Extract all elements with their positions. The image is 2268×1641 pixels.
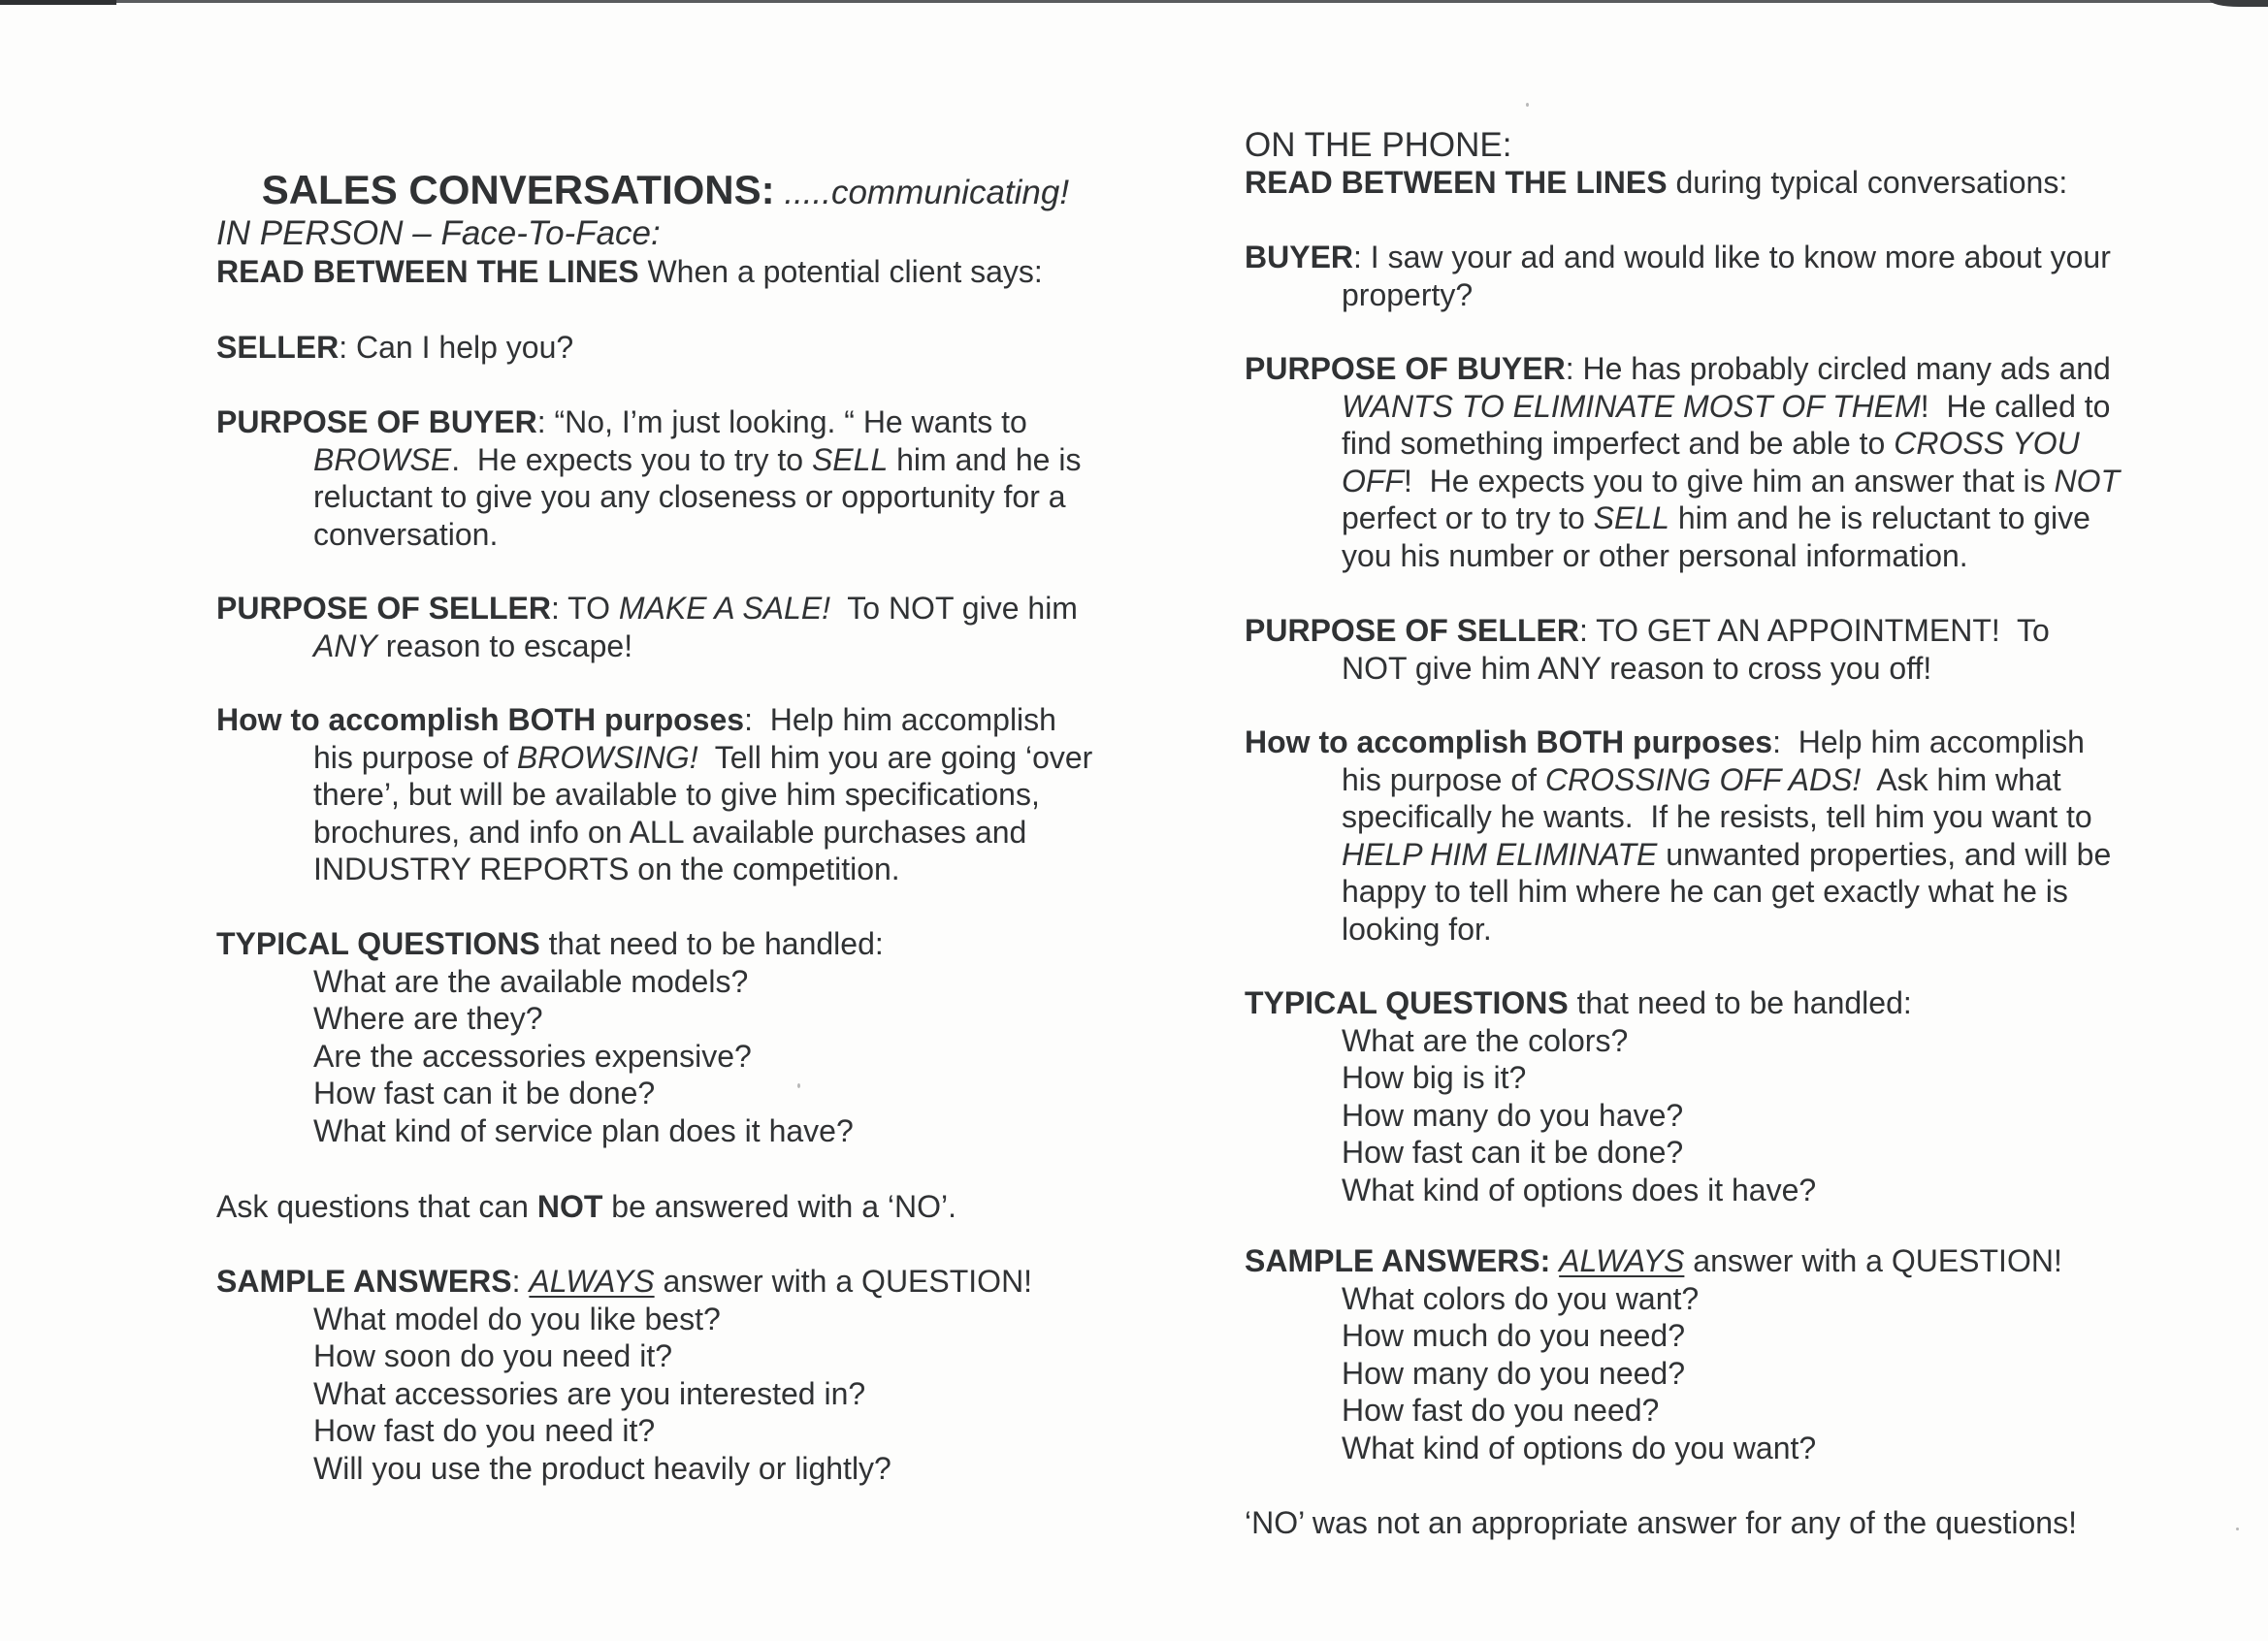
body-text: him and he is reluctant to give — [1669, 500, 2090, 535]
body-text: How many do you have? — [1342, 1097, 1684, 1133]
paragraph-line — [1342, 1172, 1816, 1208]
body-text: : “No, I’m just looking. “ He wants to — [536, 404, 1027, 439]
body-text: : TO GET AN APPOINTMENT! To — [1578, 613, 2050, 648]
paragraph-lead-line — [1245, 350, 2111, 387]
paragraph-line — [1342, 1097, 1683, 1134]
body-text: reluctant to give you any closeness or opportunity for a — [313, 479, 1066, 514]
body-text: find something imperfect and be able to — [1342, 426, 1895, 461]
paragraph-lead-line — [216, 701, 1056, 738]
body-text: What are the available models? — [313, 963, 749, 999]
emphasis-text: CROSSING OFF ADS! — [1544, 761, 1862, 797]
paragraph-lead-line — [216, 1263, 1032, 1300]
body-text: What kind of service plan does it have? — [313, 1112, 854, 1148]
emphasis-text: BROWSING! — [516, 739, 698, 775]
emphasis-text: MAKE A SALE! — [618, 591, 831, 626]
body-text: : — [511, 1264, 530, 1299]
paragraph-line — [313, 739, 1092, 776]
paragraph-line — [313, 1375, 865, 1412]
body-text: ! He expects you to give him an answer that is — [1403, 463, 2055, 499]
emphasis-text: ALWAYS — [529, 1264, 655, 1299]
body-text: brochures, and info on ALL available purchases and — [313, 814, 1027, 850]
paragraph-line — [1342, 276, 1473, 313]
body-text: : Can I help you? — [339, 330, 574, 365]
paragraph-lead-line — [216, 329, 573, 366]
bold-label: READ BETWEEN THE LINES — [1245, 165, 1668, 200]
body-text: What kind of options does it have? — [1342, 1172, 1817, 1207]
body-text: NOT give him ANY reason to cross you off! — [1342, 650, 1932, 686]
body-text: Tell him you are going ‘over — [697, 739, 1093, 775]
body-text: be answered with a ‘NO’. — [602, 1189, 957, 1224]
body-text: unwanted properties, and will be — [1657, 836, 2112, 872]
body-text: there’, but will be available to give him specifications, — [313, 777, 1040, 812]
body-text: : I saw your ad and would like to know more about your — [1353, 240, 2111, 274]
body-text: Ask questions that can — [216, 1189, 537, 1224]
body-text: happy to tell him where he can get exactly what he is — [1342, 874, 2068, 909]
bold-label: SAMPLE ANSWERS — [216, 1264, 512, 1299]
paragraph-lead-line — [1245, 724, 2085, 760]
paragraph-line — [313, 478, 1066, 515]
paragraph-line — [313, 1337, 672, 1374]
bold-label: TYPICAL QUESTIONS — [1245, 985, 1569, 1020]
paragraph-lead-line — [216, 403, 1027, 440]
body-text: specifically he wants. If he resists, tell him you want to — [1342, 799, 2092, 834]
paragraph-line — [313, 1075, 655, 1111]
paragraph-lead-line — [1245, 1504, 2077, 1541]
emphasis-text: BROWSE — [313, 441, 452, 477]
paragraph-line — [1342, 1280, 1699, 1317]
paragraph-line — [1342, 499, 2090, 536]
bold-label: How to accomplish BOTH purposes — [216, 702, 745, 737]
body-text: How soon do you need it? — [313, 1338, 673, 1373]
body-text: : Help him accomplish — [1772, 724, 2085, 759]
paragraph-line — [313, 1112, 854, 1149]
body-text: during typical conversations: — [1667, 165, 2068, 200]
body-text: How much do you need? — [1342, 1318, 1685, 1353]
bold-label: PURPOSE OF BUYER — [1245, 351, 1566, 386]
paragraph-line — [1342, 798, 2092, 835]
bold-label: How to accomplish BOTH purposes — [1245, 724, 1773, 759]
scan-edge-top-left — [0, 0, 116, 5]
emphasis-text: ALWAYS — [1559, 1243, 1685, 1278]
scan-speck — [2236, 1528, 2239, 1530]
paragraph-line — [1342, 1392, 1659, 1429]
emphasis-text: OFF — [1342, 463, 1404, 499]
paragraph-lead-line — [216, 590, 1078, 627]
emphasis-text: ANY — [313, 627, 377, 663]
body-text: reason to escape! — [376, 627, 633, 663]
emphasis-text: SELL — [1593, 500, 1669, 535]
paragraph-line — [1342, 1134, 1683, 1171]
paragraph-line — [313, 963, 748, 1000]
body-text: What kind of options do you want? — [1342, 1430, 1817, 1465]
page-title-main: SALES CONVERSATIONS: — [261, 167, 775, 212]
paragraph-line — [313, 441, 1081, 478]
paragraph-line — [1342, 537, 1968, 574]
paragraph-line — [1342, 388, 2110, 425]
body-text: property? — [1342, 276, 1474, 312]
section-heading-in-person: IN PERSON – Face-To-Face: — [216, 214, 661, 252]
body-text: What model do you like best? — [313, 1301, 721, 1336]
paragraph-line — [313, 1000, 543, 1037]
body-text: his purpose of — [313, 739, 517, 775]
paragraph-line — [313, 627, 632, 664]
bold-label: NOT — [536, 1189, 603, 1224]
paragraph-line — [313, 851, 900, 887]
emphasis-text: SELL — [811, 441, 889, 477]
column-in-person — [216, 0, 1186, 1641]
body-text: How many do you need? — [1342, 1355, 1685, 1391]
body-text: ‘NO’ was not an appropriate answer for any of the questions! — [1245, 1505, 2077, 1540]
body-text: you his number or other personal information. — [1342, 537, 1968, 573]
body-text: perfect or to try to — [1342, 500, 1594, 535]
paragraph-line — [313, 814, 1026, 851]
body-text: How fast can it be done? — [1342, 1135, 1684, 1170]
body-text: that need to be handled: — [539, 926, 884, 961]
paragraph-lead-line — [1245, 239, 2111, 275]
paragraph-line — [1342, 425, 2080, 462]
body-text: answer with a QUESTION! — [1684, 1243, 2062, 1278]
body-text: that need to be handled: — [1568, 985, 1912, 1020]
body-text: Where are they? — [313, 1001, 543, 1036]
paragraph-line — [313, 516, 498, 553]
scan-speck — [1526, 103, 1529, 107]
paragraph-line — [1342, 1022, 1628, 1059]
paragraph-lead-line — [1245, 1242, 2062, 1279]
bold-label: BUYER — [1245, 240, 1354, 274]
bold-label: SELLER — [216, 330, 340, 365]
bold-label: PURPOSE OF SELLER — [1245, 613, 1579, 648]
bold-label: SAMPLE ANSWERS: — [1245, 1243, 1560, 1278]
emphasis-text: WANTS TO ELIMINATE MOST OF THEM — [1342, 388, 1921, 424]
bold-label: TYPICAL QUESTIONS — [216, 926, 540, 961]
body-text: ! He called to — [1920, 388, 2111, 424]
body-text: How fast do you need it? — [313, 1413, 656, 1448]
body-text: : Help him accomplish — [744, 702, 1056, 737]
body-text: him and he is — [888, 441, 1082, 477]
paragraph-line — [1342, 650, 1931, 687]
body-text: What colors do you want? — [1342, 1280, 1700, 1316]
bold-label: PURPOSE OF SELLER — [216, 591, 551, 626]
paragraph-line — [1342, 836, 2111, 873]
paragraph-lead-line — [1245, 984, 1912, 1021]
column-on-the-phone — [1245, 0, 2253, 1641]
body-text: answer with a QUESTION! — [654, 1264, 1033, 1299]
body-text: Are the accessories expensive? — [313, 1038, 752, 1074]
paragraph-lead-line — [1245, 612, 2050, 649]
paragraph-line — [1342, 761, 2061, 798]
paragraph-line — [1342, 1355, 1685, 1392]
body-text: looking for. — [1342, 911, 1492, 947]
paragraph-lead-line — [1245, 164, 2067, 201]
paragraph-line — [313, 1038, 752, 1075]
body-text: Ask him what — [1861, 761, 2061, 797]
body-text: INDUSTRY REPORTS on the competition. — [313, 852, 900, 886]
emphasis-text: NOT — [2054, 463, 2121, 499]
body-text: To NOT give him — [830, 591, 1078, 626]
paragraph-line — [313, 776, 1040, 813]
paragraph-line — [313, 1450, 891, 1487]
paragraph-lead-line — [216, 1188, 956, 1225]
paragraph-line — [1342, 1430, 1816, 1466]
body-text: . He expects you to try to — [451, 441, 812, 477]
paragraph-line — [1342, 911, 1492, 948]
scan-speck — [797, 1083, 800, 1088]
body-text: How big is it? — [1342, 1060, 1527, 1095]
paragraph-line — [1342, 1317, 1685, 1354]
paragraph-lead-line — [216, 925, 884, 962]
paragraph-line — [1342, 1059, 1526, 1096]
body-text: Will you use the product heavily or lightly? — [313, 1450, 891, 1486]
section-heading-on-the-phone: ON THE PHONE: — [1245, 126, 1512, 164]
body-text: What are the colors? — [1342, 1022, 1629, 1058]
body-text: : He has probably circled many ads and — [1565, 351, 2111, 386]
paragraph-line — [1342, 873, 2068, 910]
bold-label: READ BETWEEN THE LINES — [216, 254, 639, 289]
body-text: What accessories are you interested in? — [313, 1375, 866, 1411]
body-text: his purpose of — [1342, 761, 1545, 797]
body-text: How fast can it be done? — [313, 1076, 656, 1110]
bold-label: PURPOSE OF BUYER — [216, 404, 537, 439]
body-text: How fast do you need? — [1342, 1393, 1660, 1428]
paragraph-line — [1342, 463, 2120, 499]
emphasis-text: HELP HIM ELIMINATE — [1342, 836, 1658, 872]
emphasis-text: CROSS YOU — [1894, 426, 2080, 461]
paragraph-line — [313, 1412, 655, 1449]
paragraph-line — [313, 1301, 721, 1337]
paragraph-lead-line — [216, 253, 1043, 290]
page-title-sub: .....communicating! — [774, 174, 1070, 211]
body-text: When a potential client says: — [638, 254, 1043, 289]
body-text: : TO — [550, 591, 619, 626]
body-text: conversation. — [313, 516, 499, 552]
page-title — [216, 117, 1070, 212]
